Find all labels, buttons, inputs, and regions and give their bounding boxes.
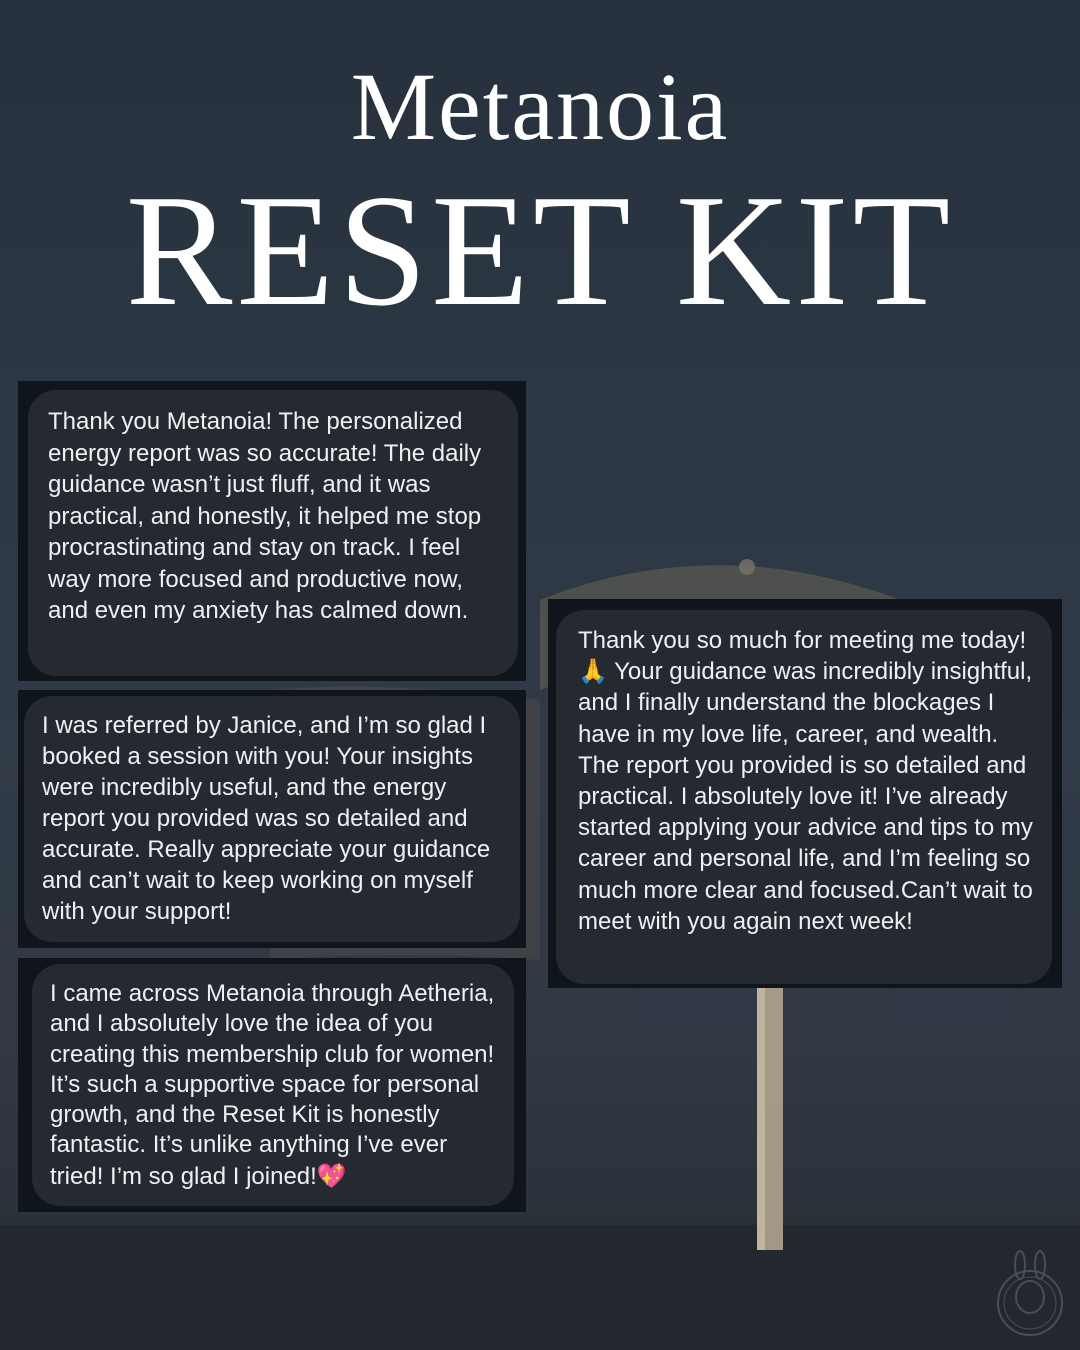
testimonial-text-1: Thank you Metanoia! The personalized energy report was so accurate! The daily guidance wasn’t just fluff, and it was practical, and honestly, it helped me stop procrastinating and stay on track. I feel way more focused and productive now, and even my anxiety has calmed down. bbox=[48, 408, 482, 624]
testimonial-bubble-4 bbox=[556, 610, 1052, 984]
sparkling-heart-icon: 💖 bbox=[316, 1161, 347, 1190]
rabbit-emblem-icon bbox=[985, 1245, 1075, 1340]
testimonial-text-4b: Your guidance was incredibly insightful, and I finally understand the blockages I have in my love life, career, and wealth. The report you provided is so detailed and practical. I absolutely love it! I’ve already started applying your advice and tips to my career and personal life, and I’m feeling so much more clear and focused.Can’t wait to meet with you again next week! bbox=[578, 658, 1033, 935]
praying-hands-icon: 🙏 bbox=[578, 657, 608, 686]
testimonial-bubble-2 bbox=[24, 696, 520, 942]
testimonial-text-4a: Thank you so much for meeting me today! bbox=[578, 627, 1027, 654]
testimonial-text-2: I was referred by Janice, and I’m so glad I booked a session with you! Your insights were incredibly useful, and the energy report you provided was so detailed and accurate. Really appreciate your guidance and can’t wait to keep working on myself with your support! bbox=[42, 712, 491, 925]
brand-title: Metanoia bbox=[350, 53, 730, 160]
testimonial-bubble-1 bbox=[28, 390, 518, 676]
page-title: RESET KIT bbox=[125, 161, 955, 339]
testimonial-text-3: I came across Metanoia through Aetheria, and I absolutely love the idea of you creating this membership club for women! It’s such a supportive space for personal growth, and the Reset Kit is honestly fantastic. It’s unlike anything I’ve ever tried! I’m so glad I joined! bbox=[50, 980, 495, 1190]
sea bbox=[0, 1215, 1080, 1350]
testimonial-bubble-3 bbox=[32, 964, 514, 1206]
